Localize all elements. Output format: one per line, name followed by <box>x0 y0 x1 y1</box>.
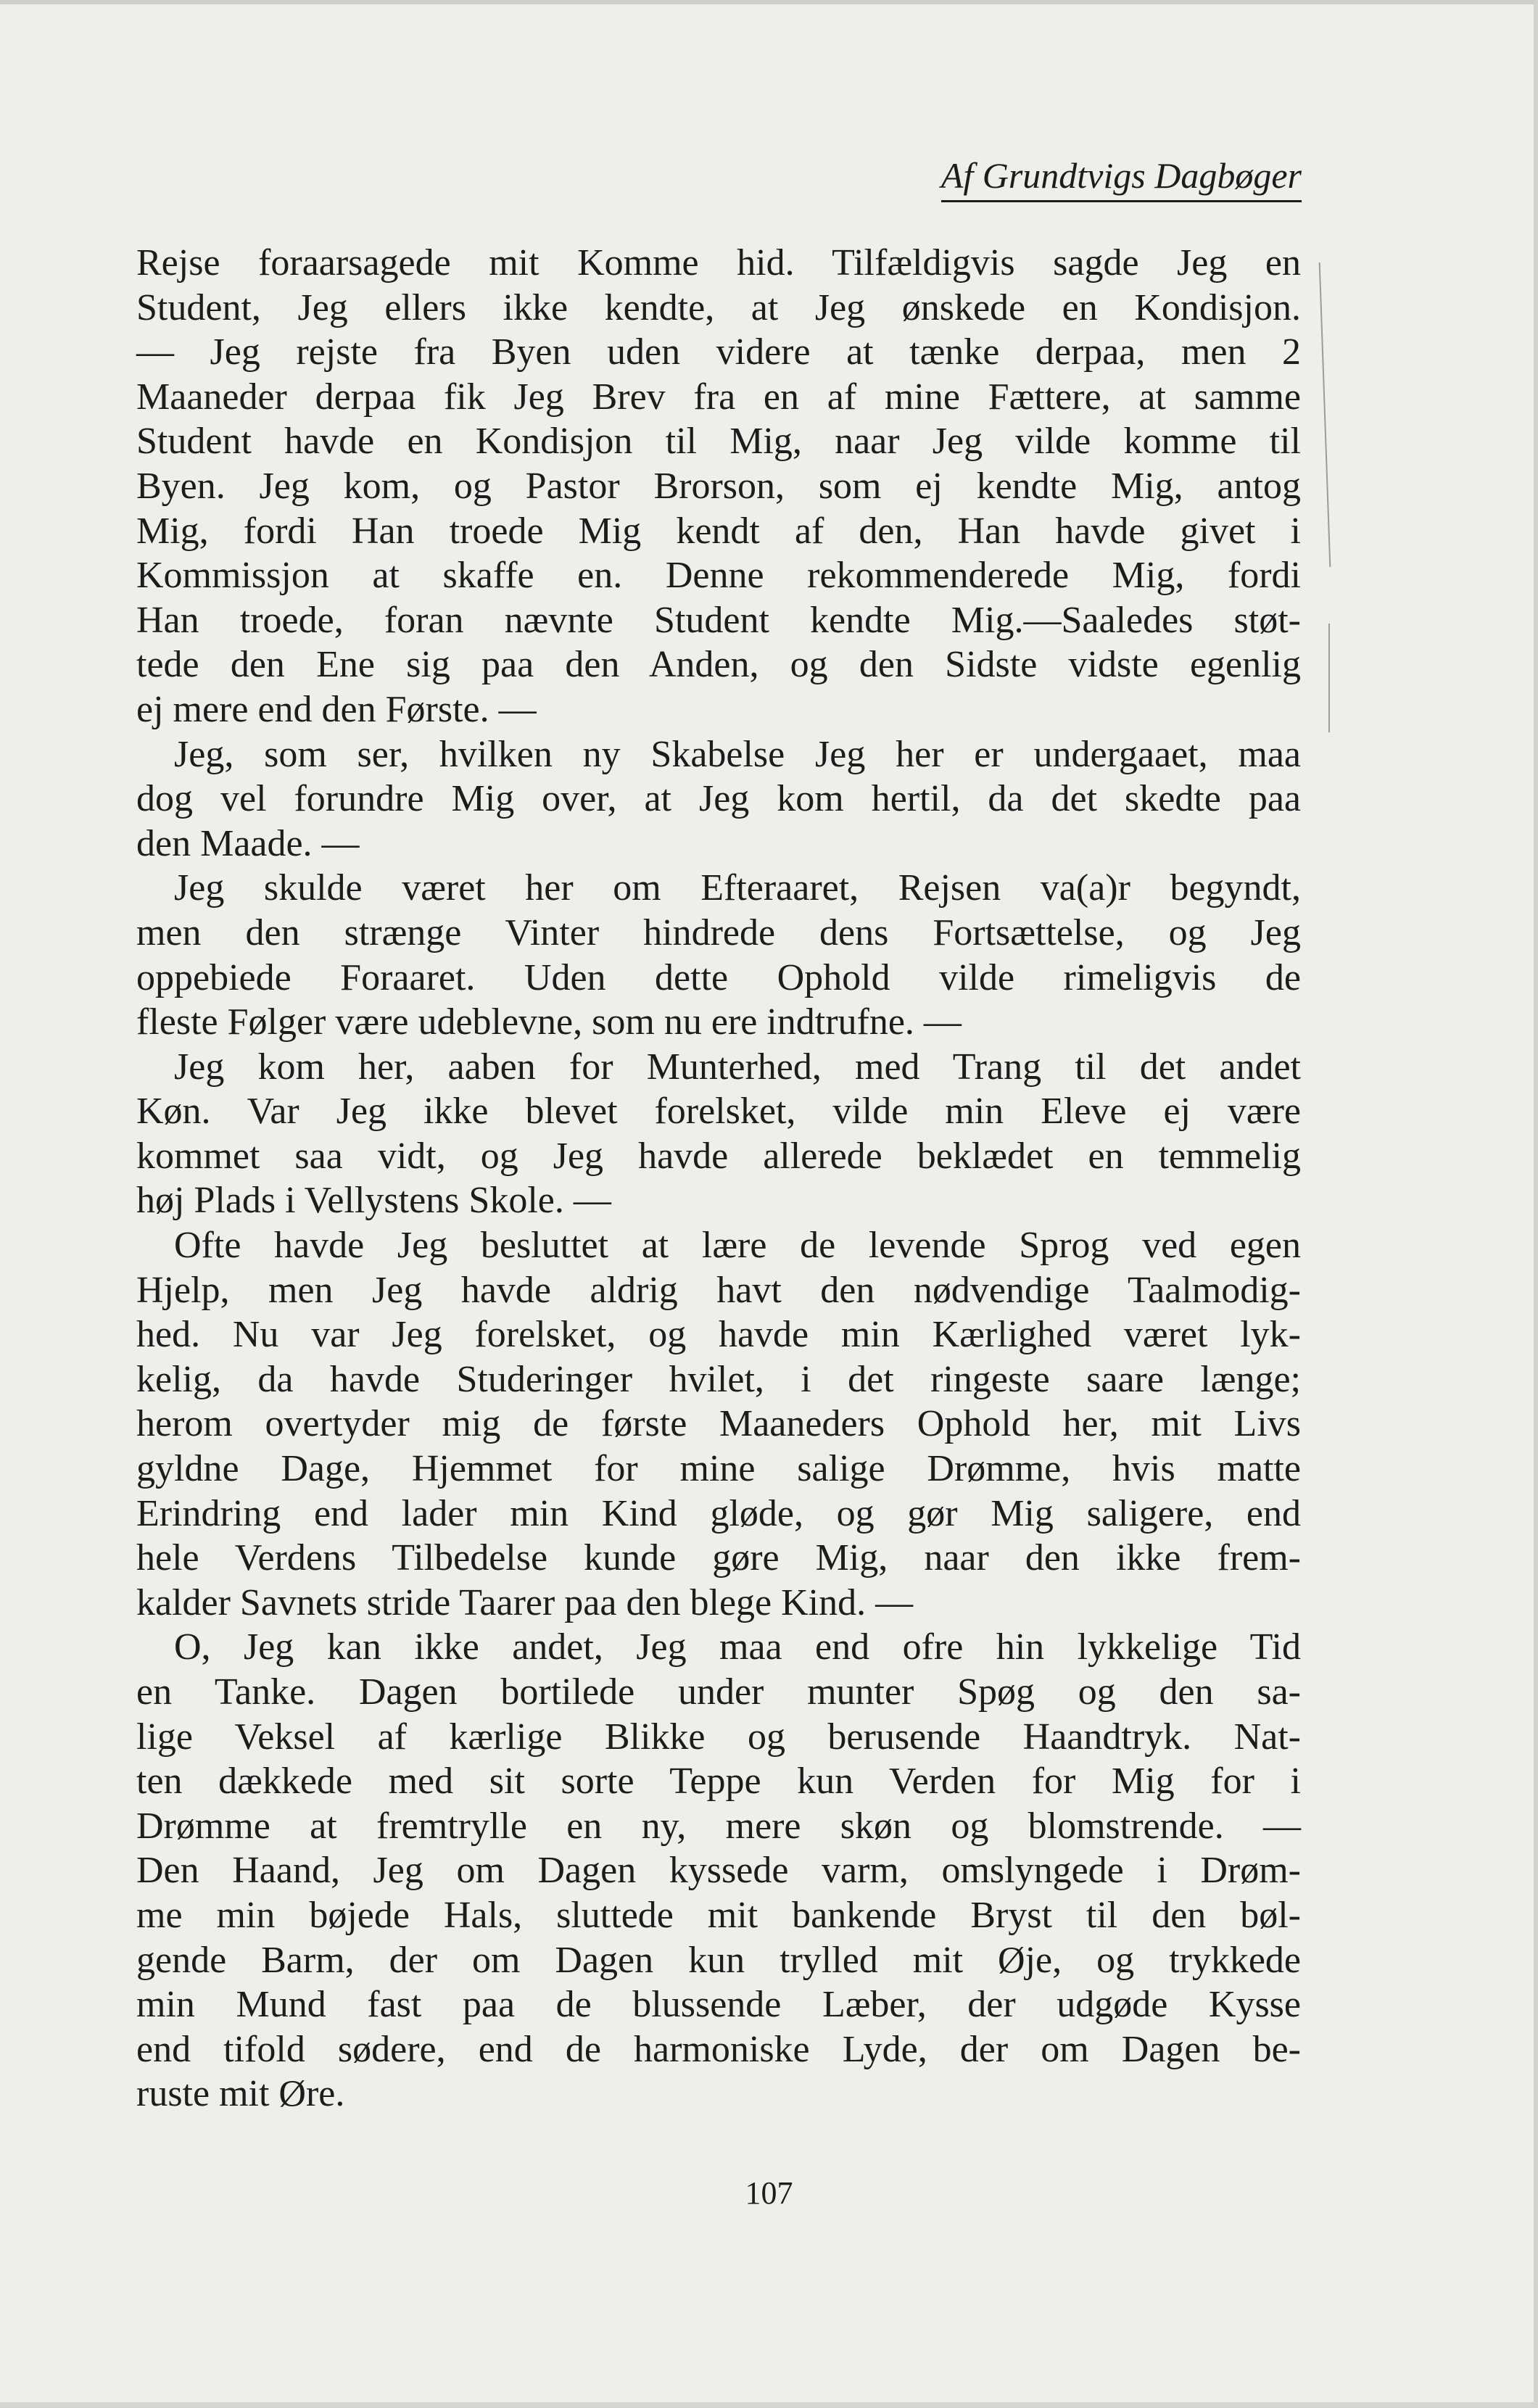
running-header: Af Grundtvigs Dagbøger <box>941 154 1302 202</box>
text-line: hed. Nu var Jeg forelsket, og havde min Kærlighed været lyk- <box>136 1314 1301 1356</box>
text-line: tede den Ene sig paa den Anden, og den Sidste vidste egenlig <box>136 644 1301 686</box>
text-line: den Maade. — <box>136 822 360 864</box>
text-line: Kommissjon at skaffe en. Denne rekommenderede Mig, fordi <box>136 555 1301 597</box>
page-number: 107 <box>745 2175 793 2211</box>
text-line: dog vel forundre Mig over, at Jeg kom hertil, da det skedte paa <box>136 778 1301 820</box>
page-edge-right <box>1534 0 1538 2408</box>
text-line: Student, Jeg ellers ikke kendte, at Jeg ønskede en Kondisjon. <box>136 286 1301 328</box>
text-line: Ofte havde Jeg besluttet at lære de levende Sprog ved egen <box>174 1225 1301 1267</box>
text-line: Student havde en Kondisjon til Mig, naar Jeg vilde komme til <box>136 421 1301 463</box>
text-line: end tifold sødere, end de harmoniske Lyde, der om Dagen be- <box>136 2028 1301 2070</box>
text-line: Jeg kom her, aaben for Munterhed, med Trang til det andet <box>174 1046 1301 1088</box>
text-line: lige Veksel af kærlige Blikke og berusende Haandtryk. Nat- <box>136 1716 1301 1758</box>
text-line: kommet saa vidt, og Jeg havde allerede beklædet en temmelig <box>136 1135 1301 1177</box>
text-line: ej mere end den Første. — <box>136 688 537 730</box>
text-line: en Tanke. Dagen bortilede under munter Spøg og den sa- <box>136 1671 1301 1713</box>
margin-line-mark <box>1319 262 1331 567</box>
text-line: ruste mit Øre. <box>136 2073 345 2115</box>
text-line: O, Jeg kan ikke andet, Jeg maa end ofre hin lykkelige Tid <box>174 1626 1301 1668</box>
text-line: Drømme at fremtrylle en ny, mere skøn og blomstrende. — <box>136 1805 1301 1847</box>
text-line: ten dækkede med sit sorte Teppe kun Verden for Mig for i <box>136 1761 1301 1803</box>
text-line: kalder Savnets stride Taarer paa den blege Kind. — <box>136 1581 914 1623</box>
text-line: men den strænge Vinter hindrede dens Fortsættelse, og Jeg <box>136 911 1301 953</box>
text-line: høj Plads i Vellystens Skole. — <box>136 1180 611 1222</box>
text-line: Erindring end lader min Kind gløde, og gør Mig saligere, end <box>136 1492 1301 1534</box>
page-edge-bottom <box>0 2402 1538 2408</box>
page-edge-top <box>0 0 1538 4</box>
text-line: Byen. Jeg kom, og Pastor Brorson, som ej kendte Mig, antog <box>136 465 1301 507</box>
text-line: Hjelp, men Jeg havde aldrig havt den nødvendige Taalmodig- <box>136 1269 1301 1311</box>
text-line: me min bøjede Hals, sluttede mit bankende Bryst til den bøl- <box>136 1894 1301 1936</box>
text-line: Køn. Var Jeg ikke blevet forelsket, vilde min Eleve ej være <box>136 1091 1301 1133</box>
text-line: herom overtyder mig de første Maaneders Ophold her, mit Livs <box>136 1403 1301 1445</box>
text-line: min Mund fast paa de blussende Læber, der udgøde Kysse <box>136 1984 1301 2026</box>
text-line: Jeg, som ser, hvilken ny Skabelse Jeg her er undergaaet, maa <box>174 733 1301 775</box>
text-line: fleste Følger være udeblevne, som nu ere indtrufne. — <box>136 1001 962 1043</box>
text-line: gyldne Dage, Hjemmet for mine salige Drømme, hvis matte <box>136 1448 1301 1490</box>
text-line: Rejse foraarsagede mit Komme hid. Tilfældigvis sagde Jeg en <box>136 242 1301 284</box>
body-text <box>136 241 1301 2117</box>
margin-line-mark <box>1328 624 1330 732</box>
text-line: Den Haand, Jeg om Dagen kyssede varm, omslyngede i Drøm- <box>136 1850 1301 1892</box>
text-line: oppebiede Foraaret. Uden dette Ophold vilde rimeligvis de <box>136 956 1301 998</box>
text-line: Mig, fordi Han troede Mig kendt af den, Han havde givet i <box>136 510 1301 552</box>
text-line: Maaneder derpaa fik Jeg Brev fra en af mine Fættere, at samme <box>136 376 1301 418</box>
text-line: — Jeg rejste fra Byen uden videre at tænke derpaa, men 2 <box>136 331 1301 373</box>
text-line: Han troede, foran nævnte Student kendte Mig.—Saaledes støt- <box>136 599 1301 641</box>
text-line: Jeg skulde været her om Efteraaret, Rejsen va(a)r begyndt, <box>174 867 1301 909</box>
text-line: kelig, da havde Studeringer hvilet, i det ringeste saare længe; <box>136 1358 1301 1400</box>
text-line: hele Verdens Tilbedelse kunde gøre Mig, naar den ikke frem- <box>136 1537 1301 1579</box>
text-line: gende Barm, der om Dagen kun trylled mit Øje, og trykkede <box>136 1939 1301 1981</box>
